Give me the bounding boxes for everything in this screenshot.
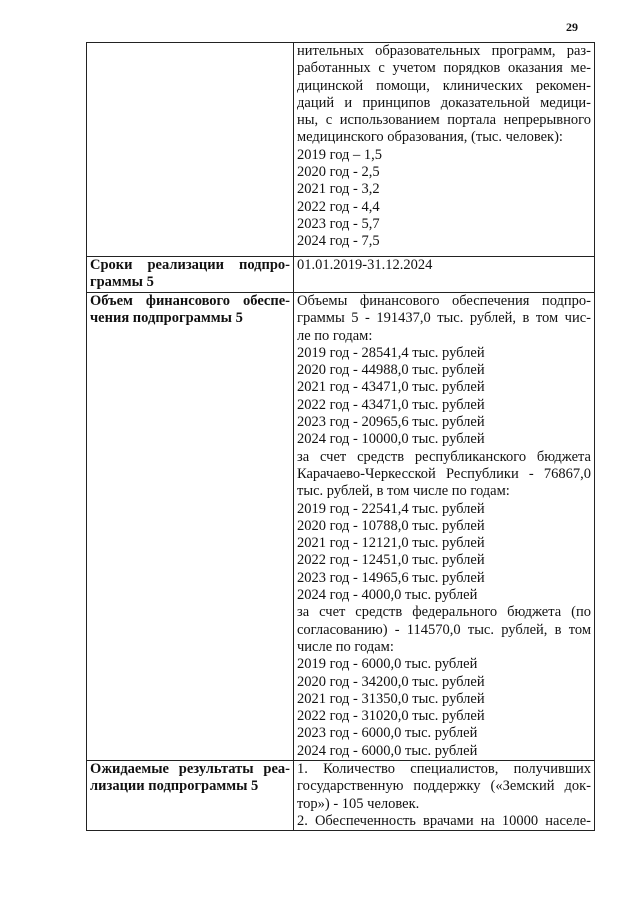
page-number: 29 [566, 20, 578, 34]
terms-value: 01.01.2019-31.12.2024 [297, 257, 433, 273]
funding-label-line: Объем финансового обеспе- [90, 293, 290, 309]
text-line: согласованию) - 114570,0 тыс. рублей, в том [297, 621, 591, 638]
text-line: ле по годам: [297, 327, 373, 344]
funding-label-line: чения подпрограммы 5 [90, 310, 243, 327]
year-line: 2020 год - 2,5 [297, 164, 380, 181]
text-line: нительных образовательных программ, раз- [297, 43, 591, 59]
year-line: 2024 год - 10000,0 тыс. рублей [297, 431, 485, 448]
year-line: 2019 год - 28541,4 тыс. рублей [297, 344, 485, 361]
results-label-line: Ожидаемые результаты реа- [90, 761, 290, 778]
year-line: 2021 год - 3,2 [297, 181, 380, 198]
terms-value-cell [294, 257, 595, 293]
year-line: 2020 год - 44988,0 тыс. рублей [297, 362, 485, 379]
year-line: 2023 год - 14965,6 тыс. рублей [297, 569, 485, 586]
continuation-label-cell [87, 43, 294, 257]
funding-label-cell [87, 293, 294, 761]
year-line: 2019 год - 6000,0 тыс. рублей [297, 656, 478, 673]
year-line: 2023 год - 6000,0 тыс. рублей [297, 725, 478, 742]
funding-value-cell [294, 293, 595, 761]
year-line: 2021 год - 31350,0 тыс. рублей [297, 690, 485, 707]
text-line: за счет средств федерального бюджета (по [297, 604, 591, 621]
text-line: Карачаево-Черкесской Республики - 76867,0 [297, 465, 591, 482]
year-line: 2022 год - 4,4 [297, 198, 380, 215]
year-line: 2021 год - 43471,0 тыс. рублей [297, 379, 485, 396]
table-row-terms [87, 257, 595, 293]
results-label-line: лизации подпрограммы 5 [90, 778, 259, 795]
text-line: граммы 5 - 191437,0 тыс. рублей, в том чис- [297, 310, 591, 327]
results-value-cell [294, 761, 595, 831]
text-line: тыс. рублей, в том числе по годам: [297, 483, 510, 500]
text-line: Объемы финансового обеспечения подпро- [297, 293, 591, 309]
year-line: 2019 год – 1,5 [297, 146, 383, 163]
year-line: 2022 год - 31020,0 тыс. рублей [297, 708, 485, 725]
text-line: государственную поддержку («Земский док- [297, 778, 591, 795]
year-line: 2020 год - 10788,0 тыс. рублей [297, 517, 485, 534]
table-row-funding [87, 293, 595, 761]
subprogram-passport-table [86, 42, 595, 831]
text-line: ны, с использованием портала непрерывного [297, 112, 591, 129]
year-line: 2024 год - 7,5 [297, 233, 380, 250]
terms-label-line: граммы 5 [90, 274, 154, 291]
text-line: 2. Обеспеченность врачами на 10000 населе- [297, 812, 591, 829]
text-line: тор») - 105 человек. [297, 795, 420, 812]
year-line: 2023 год - 20965,6 тыс. рублей [297, 414, 485, 431]
table-row-continuation [87, 43, 595, 257]
continuation-value-cell [294, 43, 595, 257]
terms-label-cell [87, 257, 294, 293]
text-line: числе по годам: [297, 638, 394, 655]
year-line: 2019 год - 22541,4 тыс. рублей [297, 500, 485, 517]
year-line: 2024 год - 4000,0 тыс. рублей [297, 587, 478, 604]
text-line: работанных с учетом порядков оказания ме- [297, 60, 591, 77]
year-line: 2021 год - 12121,0 тыс. рублей [297, 535, 485, 552]
text-line: дицинской помощи, клинических рекомен- [297, 77, 591, 94]
results-label-cell [87, 761, 294, 831]
year-line: 2024 год - 6000,0 тыс. рублей [297, 742, 478, 759]
text-line: медицинского образования, (тыс. человек): [297, 129, 563, 146]
year-line: 2023 год - 5,7 [297, 215, 380, 232]
table-row-results [87, 761, 595, 831]
text-line: за счет средств республиканского бюджета [297, 448, 591, 465]
year-line: 2022 год - 12451,0 тыс. рублей [297, 552, 485, 569]
year-line: 2020 год - 34200,0 тыс. рублей [297, 673, 485, 690]
text-line: 1. Количество специалистов, получивших [297, 761, 591, 778]
terms-label-line: Сроки реализации подпро- [90, 257, 290, 273]
text-line: даций и принципов доказательной медици- [297, 94, 591, 111]
year-line: 2022 год - 43471,0 тыс. рублей [297, 396, 485, 413]
